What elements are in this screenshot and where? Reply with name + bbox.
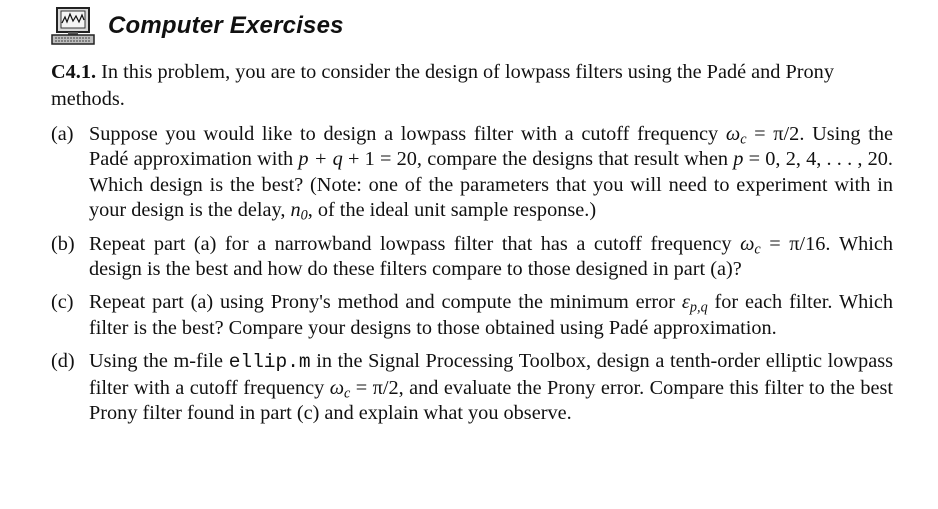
math-omega <box>725 123 747 148</box>
math-symbol: n <box>290 199 301 222</box>
computer-icon <box>50 7 96 45</box>
part-label: (a) <box>51 123 74 145</box>
text-segment: Using the m-file <box>89 350 229 373</box>
part-d <box>51 349 893 426</box>
problem-parts <box>51 122 893 434</box>
text-segment: + 1 = 20, compare the designs that result when <box>342 148 734 171</box>
section-header <box>50 5 344 47</box>
math-omega <box>740 232 761 258</box>
part-c <box>51 290 893 341</box>
part-a <box>51 122 893 224</box>
math-symbol: ε <box>681 291 690 314</box>
text-segment: in the Signal Processing Toolbox, design a tenth-order elliptic lowpass filter with a cutoff frequency <box>89 350 893 399</box>
part-text <box>89 349 893 426</box>
part-text <box>89 122 893 224</box>
part-label: (d) <box>51 350 75 373</box>
problem-statement <box>51 59 893 113</box>
math-delay <box>290 199 308 224</box>
math-symbol: ω <box>725 123 741 145</box>
code-filename: ellip.m <box>228 351 311 374</box>
text-segment: for each filter. Which filter is the best? Compare your designs to those obtained using Padé approximation. <box>89 291 893 339</box>
math-subscript: 0 <box>300 207 308 224</box>
math-symbol: p <box>733 148 744 171</box>
text-segment: = π/16. Which design is the best and how do these filters compare to those designed in part (a)? <box>89 232 894 281</box>
math-symbol: ω <box>329 376 345 399</box>
math-omega <box>329 376 351 402</box>
text-segment: Suppose you would like to design a lowpass filter with a cutoff frequency <box>89 123 726 145</box>
problem-intro: In this problem, you are to consider the design of lowpass filters using the Padé and Prony methods. <box>51 61 834 111</box>
text-segment: = 0, 2, 4, . . . , 20. Which design is the best? (Note: one of the parameters that you will need to experiment with in your design is the delay, <box>89 148 893 222</box>
math-symbol: ω <box>740 232 755 255</box>
part-text <box>89 232 893 283</box>
text-segment: , of the ideal unit sample response.) <box>307 199 597 222</box>
part-b <box>51 232 893 283</box>
math-subscript: c <box>344 385 351 402</box>
part-label: (b) <box>51 232 75 255</box>
math-subscript: c <box>740 131 747 148</box>
math-subscript: c <box>754 241 761 258</box>
math-subscript: p,q <box>689 299 708 316</box>
text-segment: = π/2. Using the Padé approximation with <box>89 123 893 171</box>
text-segment: Repeat part (a) for a narrowband lowpass filter that has a cutoff frequency <box>89 232 741 255</box>
text-segment: Repeat part (a) using Prony's method and compute the minimum error <box>89 291 682 314</box>
problem-number: C4.1. <box>51 61 97 83</box>
math-epsilon <box>681 291 708 316</box>
part-text <box>89 290 893 341</box>
section-title: Computer Exercises <box>108 12 344 39</box>
part-label: (c) <box>51 291 74 314</box>
math-expression: p + q <box>298 148 343 171</box>
text-segment: = π/2, and evaluate the Prony error. Compare this filter to the best Prony filter found in part (c) and explain what you observe. <box>89 376 893 425</box>
